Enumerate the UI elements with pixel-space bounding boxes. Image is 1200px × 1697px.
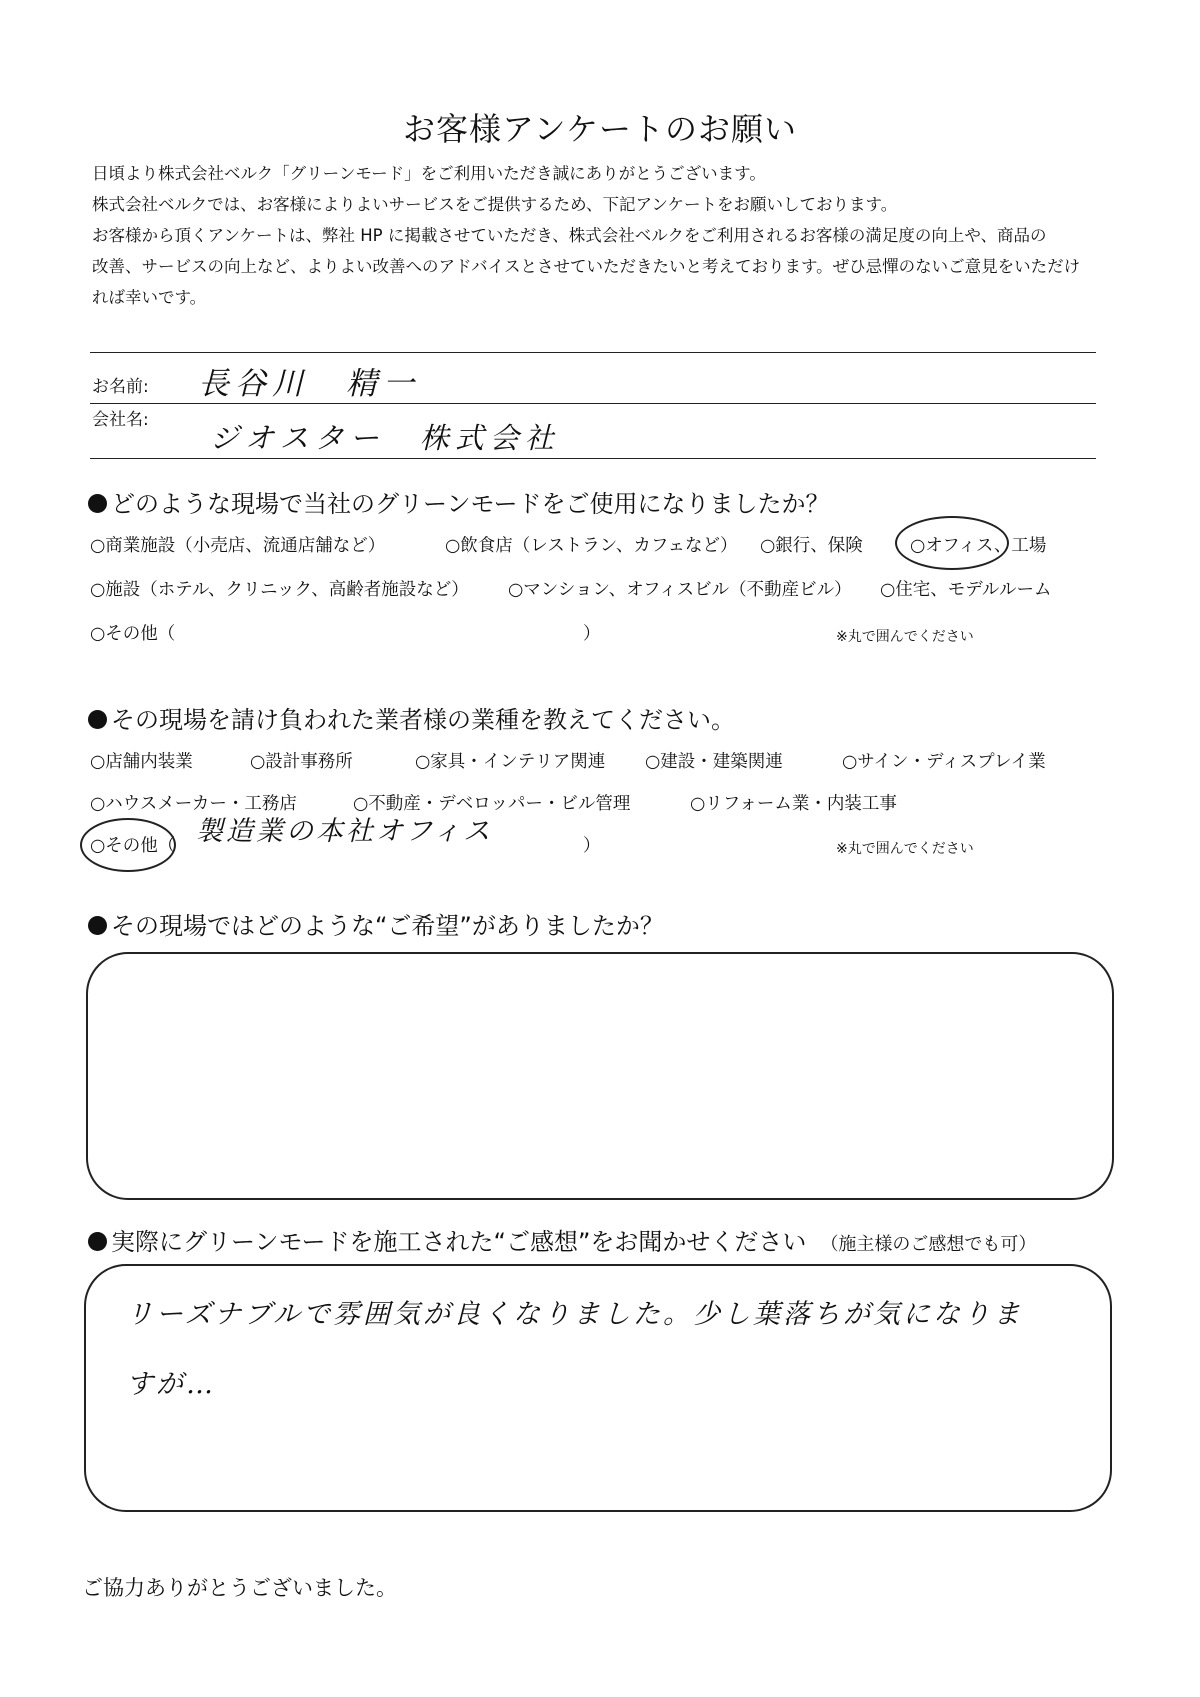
q1-option-other[interactable]: ○その他（ (90, 624, 176, 644)
q2-option-design[interactable]: ○設計事務所 (250, 752, 353, 772)
intro-line-4: 改善、サービスの向上など、よりよい改善へのアドバイスとさせていただきたいと考えております。ぜひ忌憚のないご意見をいただけ (92, 257, 1081, 276)
q3-question-text: その現場ではどのような“ご希望”がありましたか？ (111, 912, 664, 940)
q1-selection-circle (895, 516, 1009, 570)
bullet-icon (88, 494, 107, 513)
bullet-icon (88, 916, 107, 935)
q1-option-office[interactable]: ○オフィス、工場 (910, 536, 1047, 556)
q2-other-close: ） (583, 836, 601, 856)
q2-selection-circle (80, 818, 176, 872)
page-title: お客様アンケートのお願い (402, 110, 798, 148)
q1-option-house[interactable]: ○住宅、モデルルーム (880, 580, 1052, 600)
q2-option-construction[interactable]: ○建設・建築関連 (645, 752, 783, 772)
q2-question-text: その現場を請け負われた業者様の業種を教えてください。 (111, 706, 735, 734)
q2-note: ※丸で囲んでください (836, 841, 974, 857)
intro-line-3: お客様から頂くアンケートは、弊社 HP に掲載させていただき、株式会社ベルクをご利用されるお客様の満足度の向上や、商品の (92, 226, 1047, 245)
q2-option-sign[interactable]: ○サイン・ディスプレイ業 (842, 752, 1046, 772)
q1-option-mansion[interactable]: ○マンション、オフィスビル（不動産ビル） (508, 580, 852, 600)
q4-question-text: 実際にグリーンモードを施工された“ご感想”をお聞かせください (111, 1228, 807, 1256)
intro-line-2: 株式会社ベルクでは、お客様によりよいサービスをご提供するため、下記アンケートをお願いしております。 (92, 195, 898, 214)
q3-answer-box[interactable] (86, 952, 1114, 1200)
q1-option-restaurant[interactable]: ○飲食店（レストラン、カフェなど） (445, 536, 738, 556)
intro-text (92, 158, 1112, 313)
q4-answer: リーズナブルで雰囲気が良くなりました。少し葉落ちが気になりますが… (126, 1299, 1024, 1400)
q2-question (88, 700, 735, 735)
q4-question (88, 1222, 1036, 1257)
q1-option-commercial[interactable]: ○商業施設（小売店、流通店舗など） (90, 536, 386, 556)
intro-line-5: れば幸いです。 (92, 288, 207, 307)
divider-company (90, 458, 1096, 459)
q1-option-facility[interactable]: ○施設（ホテル、クリニック、高齢者施設など） (90, 580, 469, 600)
q2-option-realestate[interactable]: ○不動産・デベロッパー・ビル管理 (353, 794, 631, 814)
q2-option-other[interactable]: ○その他（ (90, 836, 176, 856)
name-label: お名前: (92, 377, 149, 397)
divider-name (90, 403, 1096, 404)
divider-top (90, 352, 1096, 353)
q1-other-close: ） (583, 624, 601, 644)
q2-option-furniture[interactable]: ○家具・インテリア関連 (415, 752, 606, 772)
name-value[interactable]: 長谷川 精一 (198, 366, 420, 402)
q1-option-bank[interactable]: ○銀行、保険 (760, 536, 863, 556)
q2-option-reform[interactable]: ○リフォーム業・内装工事 (690, 794, 897, 814)
company-label: 会社名: (92, 410, 149, 430)
company-value[interactable]: ジオスター 株式会社 (210, 421, 560, 455)
q2-option-housemaker[interactable]: ○ハウスメーカー・工務店 (90, 794, 297, 814)
q2-option-interior[interactable]: ○店舗内装業 (90, 752, 193, 772)
bullet-icon (88, 710, 107, 729)
q4-question-note: （施主様のご感想でも可） (820, 1234, 1037, 1255)
q1-question (88, 484, 830, 519)
intro-line-1: 日頃より株式会社ベルク「グリーンモード」をご利用いただき誠にありがとうございます。 (92, 164, 766, 183)
bullet-icon (88, 1232, 107, 1251)
q1-note: ※丸で囲んでください (836, 629, 974, 645)
q4-answer-box[interactable] (84, 1264, 1112, 1512)
q2-other-value[interactable]: 製造業の本社オフィス (196, 816, 494, 847)
q3-question (88, 906, 664, 941)
thanks-text: ご協力ありがとうございました。 (82, 1576, 397, 1600)
q1-question-text: どのような現場で当社のグリーンモードをご使用になりましたか？ (111, 490, 830, 518)
